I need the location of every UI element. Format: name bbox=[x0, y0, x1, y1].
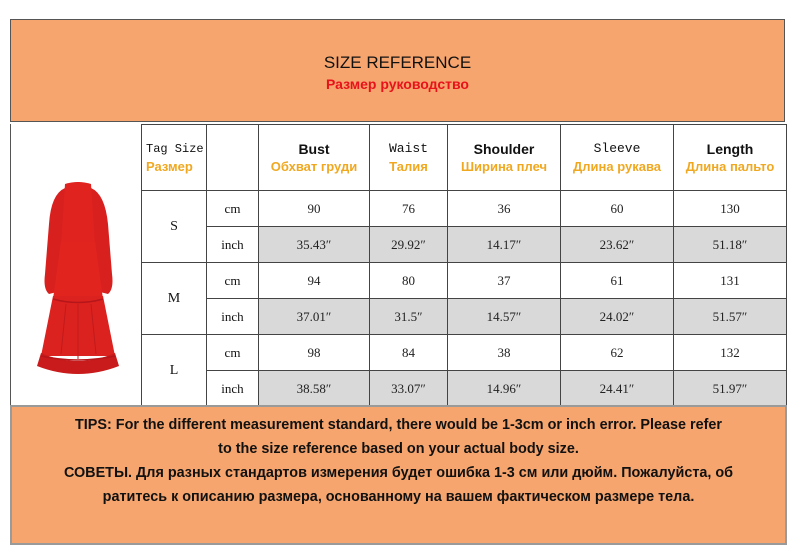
column-header-waist bbox=[370, 125, 448, 191]
tag-size-en: Tag Size bbox=[146, 141, 204, 156]
unit-inch: inch bbox=[207, 371, 259, 408]
size-label: S bbox=[142, 191, 207, 263]
column-header-ru: Ширина плеч bbox=[460, 158, 548, 174]
size-label: M bbox=[142, 263, 207, 335]
column-header-en: Shoulder bbox=[473, 140, 535, 157]
tips-line-en-1: TIPS: For the different measurement standard, there would be 1-3cm or inch error. Please refer bbox=[75, 417, 722, 433]
table-row bbox=[142, 371, 787, 408]
table-row bbox=[142, 191, 787, 227]
column-header-ru: Обхват груди bbox=[270, 158, 358, 174]
table-cell: 80 bbox=[370, 263, 448, 299]
unit-cm: cm bbox=[207, 335, 259, 371]
size-label: L bbox=[142, 335, 207, 408]
table-cell: 61 bbox=[561, 263, 674, 299]
column-header-en: Sleeve bbox=[593, 140, 641, 156]
table-cell: 37.01″ bbox=[259, 299, 370, 335]
table-cell: 51.57″ bbox=[674, 299, 787, 335]
table-cell: 24.41″ bbox=[561, 371, 674, 408]
red-dress-icon bbox=[11, 124, 142, 407]
unit-cm: cm bbox=[207, 263, 259, 299]
tips-line-ru-2: ратитесь к описанию размера, основанному на вашем фактическом размере тела. bbox=[102, 489, 695, 505]
table-cell: 51.18″ bbox=[674, 227, 787, 263]
table-cell: 36 bbox=[448, 191, 561, 227]
table-cell: 35.43″ bbox=[259, 227, 370, 263]
column-header-length bbox=[674, 125, 787, 191]
dress-photo bbox=[10, 124, 142, 407]
table-row bbox=[142, 263, 787, 299]
column-header-en: Length bbox=[706, 140, 754, 157]
table-row bbox=[142, 227, 787, 263]
column-header-shoulder bbox=[448, 125, 561, 191]
tips-box bbox=[10, 405, 787, 545]
title-russian: Размер руководство bbox=[326, 76, 469, 92]
table-cell: 131 bbox=[674, 263, 787, 299]
column-header-bust bbox=[259, 125, 370, 191]
column-header-ru: Длина пальто bbox=[685, 158, 775, 174]
column-header-sleeve bbox=[561, 125, 674, 191]
table-cell: 14.96″ bbox=[448, 371, 561, 408]
table-cell: 31.5″ bbox=[370, 299, 448, 335]
table-cell: 23.62″ bbox=[561, 227, 674, 263]
table-cell: 29.92″ bbox=[370, 227, 448, 263]
unit-inch: inch bbox=[207, 227, 259, 263]
unit-inch: inch bbox=[207, 299, 259, 335]
table-cell: 132 bbox=[674, 335, 787, 371]
table-cell: 84 bbox=[370, 335, 448, 371]
table-cell: 62 bbox=[561, 335, 674, 371]
tips-line-en-2: to the size reference based on your actual body size. bbox=[218, 441, 579, 457]
tag-size-header bbox=[142, 125, 207, 191]
table-cell: 38 bbox=[448, 335, 561, 371]
table-cell: 90 bbox=[259, 191, 370, 227]
table-cell: 37 bbox=[448, 263, 561, 299]
tag-size-ru: Размер bbox=[146, 158, 193, 174]
table-cell: 130 bbox=[674, 191, 787, 227]
table-cell: 51.97″ bbox=[674, 371, 787, 408]
column-header-ru: Талия bbox=[389, 158, 428, 174]
table-cell: 24.02″ bbox=[561, 299, 674, 335]
size-reference-header bbox=[10, 19, 785, 122]
table-cell: 60 bbox=[561, 191, 674, 227]
column-header-en: Waist bbox=[388, 140, 428, 156]
table-cell: 98 bbox=[259, 335, 370, 371]
title-english: SIZE REFERENCE bbox=[323, 53, 472, 72]
table-row bbox=[142, 335, 787, 371]
table-row bbox=[142, 299, 787, 335]
unit-cm: cm bbox=[207, 191, 259, 227]
table-cell: 76 bbox=[370, 191, 448, 227]
unit-header bbox=[207, 125, 259, 191]
table-cell: 38.58″ bbox=[259, 371, 370, 408]
column-header-ru: Длина рукава bbox=[573, 158, 661, 174]
table-cell: 94 bbox=[259, 263, 370, 299]
size-chart-table bbox=[141, 124, 787, 408]
column-header-en: Bust bbox=[298, 140, 330, 157]
header-row bbox=[142, 125, 787, 191]
tips-line-ru-1: СОВЕТЫ. Для разных стандартов измерения будет ошибка 1-3 см или дюйм. Пожалуйста, об bbox=[63, 465, 734, 481]
table-cell: 33.07″ bbox=[370, 371, 448, 408]
table-cell: 14.17″ bbox=[448, 227, 561, 263]
table-cell: 14.57″ bbox=[448, 299, 561, 335]
